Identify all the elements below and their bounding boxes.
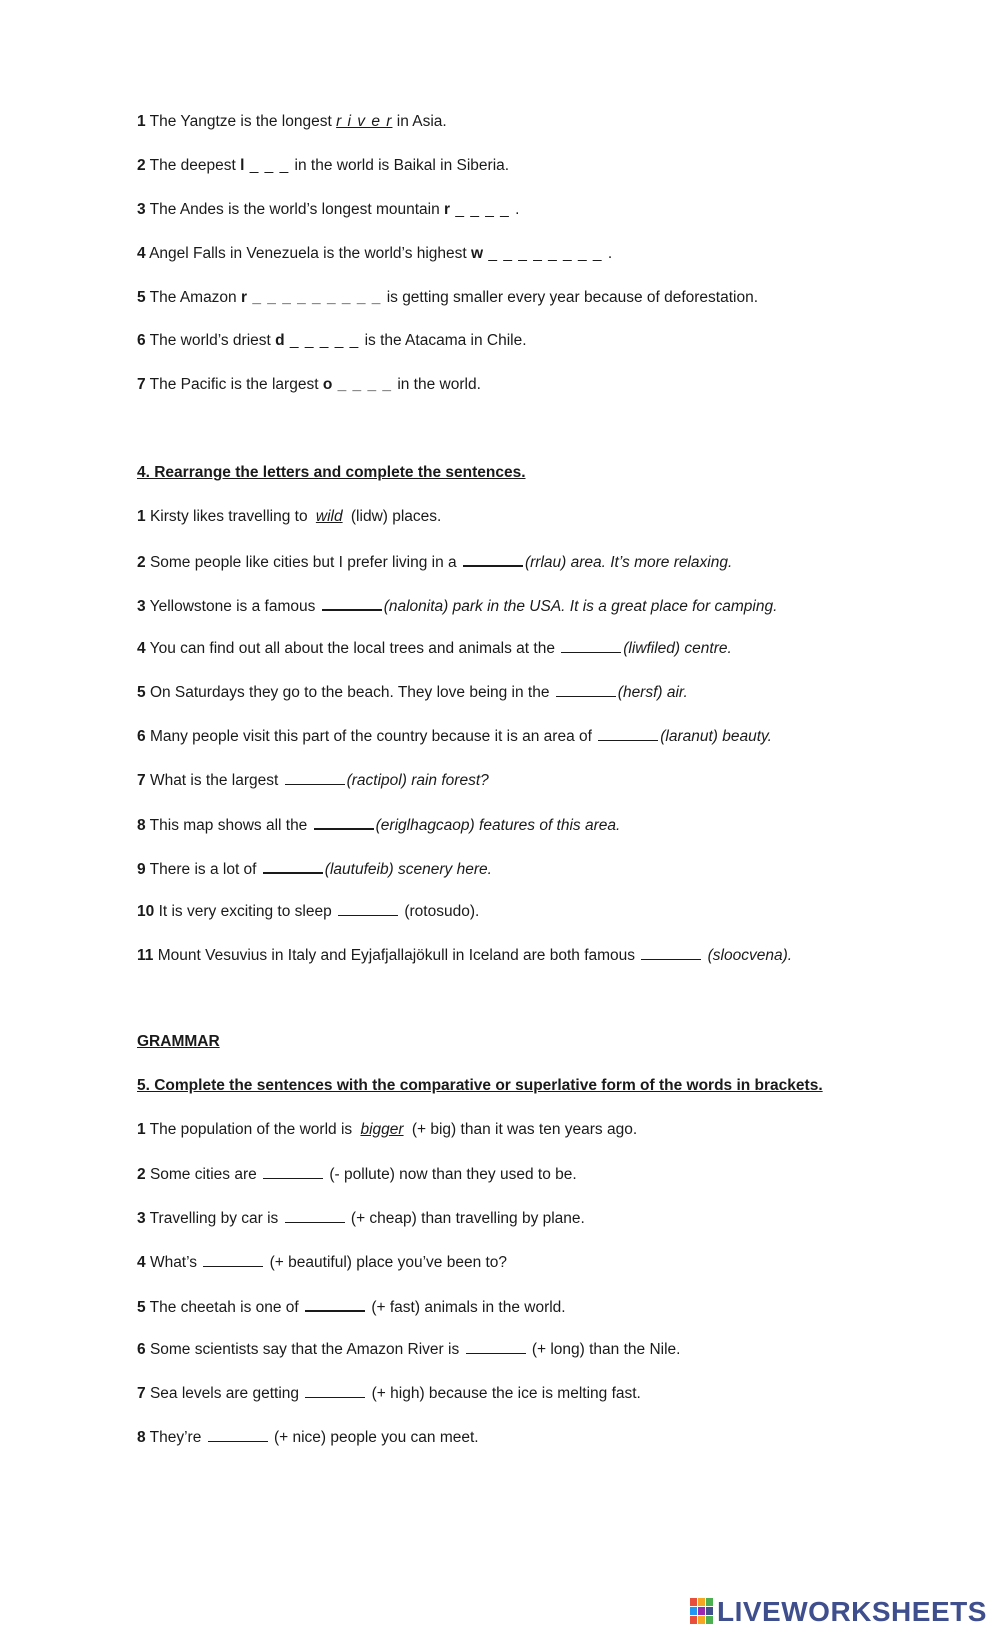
answer-blank[interactable]	[322, 595, 382, 611]
item-text: What is the largest	[149, 772, 283, 789]
logo-cell	[706, 1607, 713, 1615]
section4-item-6	[137, 726, 772, 747]
vocab-item-2	[137, 156, 509, 176]
item-text: This map shows all the	[149, 817, 312, 834]
item-text: (+ long) than the Nile.	[527, 1341, 681, 1358]
item-text: Kirsty likes travelling to	[149, 508, 312, 525]
item-text: (liwfiled) centre.	[623, 640, 732, 657]
item-text: Travelling by car is	[149, 1210, 283, 1227]
logo-cell	[706, 1598, 713, 1606]
answer-blank[interactable]	[208, 1427, 268, 1442]
first-letter: w	[471, 245, 484, 262]
item-text: It is very exciting to sleep	[158, 903, 337, 920]
grammar-item-6	[137, 1339, 680, 1360]
logo-cell	[706, 1616, 713, 1624]
item-text: You can find out all about the local trees and animals at the	[149, 640, 560, 657]
item-number: 6	[137, 728, 146, 745]
item-text: (laranut) beauty.	[660, 728, 772, 745]
item-number: 7	[137, 376, 146, 393]
vocab-item-1	[137, 112, 447, 132]
item-number: 7	[137, 772, 146, 789]
vocab-item-6	[137, 331, 527, 351]
item-number: 1	[137, 113, 146, 130]
item-number: 9	[137, 861, 146, 878]
item-number: 5	[137, 684, 146, 701]
item-text: (+ nice) people you can meet.	[269, 1429, 479, 1446]
section4-item-9	[137, 858, 492, 880]
first-letter: l	[240, 157, 245, 174]
answer-blank[interactable]	[598, 726, 658, 741]
item-number: 4	[137, 640, 146, 657]
item-text: (+ big) than it was ten years ago.	[407, 1121, 638, 1138]
item-text: The Andes is the world’s longest mountain	[149, 201, 445, 218]
item-text: (lautufeib) scenery here.	[324, 861, 492, 878]
answer-blank[interactable]	[305, 1383, 365, 1398]
item-text: Some scientists say that the Amazon River is	[149, 1341, 464, 1358]
answer-blank[interactable]: _ _ _ _ _ _ _ _ _	[247, 289, 387, 306]
item-text: .	[607, 245, 613, 262]
item-text: The Pacific is the largest	[149, 376, 323, 393]
answer-blank[interactable]	[561, 638, 621, 653]
item-number: 10	[137, 903, 155, 920]
grammar-title: GRAMMAR	[137, 1033, 220, 1050]
item-number: 1	[137, 508, 146, 525]
logo-cell	[690, 1616, 697, 1624]
item-number: 6	[137, 332, 146, 349]
item-number: 5	[137, 1299, 146, 1316]
grammar-item-4	[137, 1252, 507, 1273]
answer-blank[interactable]	[203, 1252, 263, 1267]
first-letter: o	[322, 376, 333, 393]
answer-blank[interactable]	[466, 1339, 526, 1354]
item-number: 8	[137, 1429, 146, 1446]
item-number: 2	[137, 554, 146, 571]
item-text: in the world.	[397, 376, 481, 393]
logo-cell	[698, 1616, 705, 1624]
item-text: The deepest	[149, 157, 241, 174]
item-number: 5	[137, 289, 146, 306]
item-text: (+ cheap) than travelling by plane.	[346, 1210, 585, 1227]
item-text: (+ fast) animals in the world.	[367, 1299, 566, 1316]
answer-blank[interactable]	[285, 1208, 345, 1223]
logo-cell	[698, 1598, 705, 1606]
grammar-item-2	[137, 1164, 577, 1185]
item-number: 7	[137, 1385, 146, 1402]
logo-cell	[690, 1607, 697, 1615]
grammar-item-1	[137, 1120, 637, 1140]
item-text: On Saturdays they go to the beach. They love being in the	[149, 684, 554, 701]
item-text: (sloocvena).	[703, 947, 793, 964]
item-text: They’re	[149, 1429, 206, 1446]
answer-blank[interactable]	[338, 901, 398, 916]
answer-blank[interactable]	[305, 1296, 365, 1312]
grammar-item-7	[137, 1383, 641, 1404]
item-text: (hersf) air.	[617, 684, 688, 701]
section4-item-8	[137, 814, 620, 836]
item-number: 11	[137, 947, 154, 964]
item-number: 4	[137, 1254, 146, 1271]
section4-item-5	[137, 682, 688, 703]
item-text: (ractipol) rain forest?	[346, 772, 489, 789]
item-number: 1	[137, 1121, 146, 1138]
section4-item-11	[137, 945, 792, 966]
grammar-item-8	[137, 1427, 479, 1448]
answer-blank[interactable]	[641, 945, 701, 960]
vocab-item-5	[137, 288, 758, 308]
item-text: .	[515, 201, 520, 218]
item-text: (- pollute) now than they used to be.	[325, 1166, 577, 1183]
answer-example: bigger	[360, 1121, 404, 1138]
first-letter: r	[444, 201, 451, 218]
item-text: Many people visit this part of the country because it is an area of	[149, 728, 597, 745]
answer-blank[interactable]: _ _ _ _	[332, 376, 398, 393]
section4-item-3	[137, 595, 777, 617]
item-text: (rrlau) area. It’s more relaxing.	[524, 554, 733, 571]
item-text: Some cities are	[149, 1166, 262, 1183]
vocab-item-3	[137, 200, 519, 220]
item-text: The population of the world is	[149, 1121, 357, 1138]
item-text: Angel Falls in Venezuela is the world’s highest	[149, 245, 472, 262]
item-text: Some people like cities but I prefer living in a	[149, 554, 461, 571]
grammar-item-5	[137, 1296, 566, 1318]
item-text: (rotosudo).	[400, 903, 480, 920]
first-letter: d	[275, 332, 285, 349]
item-text: Mount Vesuvius in Italy and Eyjafjallajökull in Iceland are both famous	[157, 947, 640, 964]
grammar-item-3	[137, 1208, 585, 1229]
item-text: Sea levels are getting	[149, 1385, 304, 1402]
liveworksheets-logo	[690, 1594, 990, 1630]
section4-item-7	[137, 770, 489, 791]
item-number: 4	[137, 245, 146, 262]
item-text: (+ high) because the ice is melting fast.	[367, 1385, 641, 1402]
section-4-heading: 4. Rearrange the letters and complete the sentences.	[137, 464, 526, 481]
item-text: is the Atacama in Chile.	[364, 332, 527, 349]
answer-blank[interactable]: _ _ _	[244, 157, 295, 174]
answer-blank[interactable]	[463, 551, 523, 567]
answer-blank[interactable]	[285, 770, 345, 785]
item-text: What’s	[149, 1254, 202, 1271]
section4-item-4	[137, 638, 732, 659]
item-number: 3	[137, 201, 146, 218]
vocab-item-7	[137, 375, 481, 395]
item-text: Yellowstone is a famous	[149, 598, 320, 615]
item-text: There is a lot of	[149, 861, 261, 878]
item-text: is getting smaller every year because of deforestation.	[386, 289, 759, 306]
item-number: 3	[137, 598, 146, 615]
item-text: (+ beautiful) place you’ve been to?	[265, 1254, 508, 1271]
item-number: 2	[137, 1166, 146, 1183]
item-number: 3	[137, 1210, 146, 1227]
answer-blank[interactable]	[556, 682, 616, 697]
first-letter: r	[240, 289, 248, 306]
answer-blank[interactable]	[263, 858, 323, 874]
section-5-heading: 5. Complete the sentences with the comparative or superlative form of the words in brackets.	[137, 1077, 823, 1094]
item-number: 6	[137, 1341, 146, 1358]
logo-cell	[690, 1598, 697, 1606]
answer-blank[interactable]: _ _ _ _	[450, 201, 516, 218]
item-number: 8	[137, 817, 146, 834]
logo-grid-icon	[690, 1598, 714, 1626]
item-text: (eriglhagcaop) features of this area.	[375, 817, 621, 834]
logo-text: LIVEWORKSHEETS	[717, 1596, 987, 1627]
answer-blank[interactable]	[314, 814, 374, 830]
section4-item-1	[137, 507, 441, 527]
answer-blank[interactable]: _ _ _ _ _ _ _ _	[483, 245, 608, 262]
item-text: in the world is Baikal in Siberia.	[294, 157, 510, 174]
item-text: The Amazon	[149, 289, 241, 306]
section4-item-2	[137, 551, 732, 573]
item-text: The cheetah is one of	[149, 1299, 304, 1316]
item-text: The Yangtze is the longest	[149, 113, 337, 130]
item-text: (lidw) places.	[346, 508, 442, 525]
answer-example: r i v e r	[336, 113, 393, 130]
item-text: in Asia.	[392, 113, 447, 130]
item-text: (nalonita) park in the USA. It is a great place for camping.	[383, 598, 778, 615]
answer-blank[interactable]: _ _ _ _ _	[284, 332, 365, 349]
vocab-item-4	[137, 244, 612, 264]
logo-cell	[698, 1607, 705, 1615]
item-text: The world’s driest	[149, 332, 276, 349]
item-number: 2	[137, 157, 146, 174]
answer-example: wild	[315, 508, 343, 525]
section4-item-10	[137, 901, 479, 922]
answer-blank[interactable]	[263, 1164, 323, 1179]
